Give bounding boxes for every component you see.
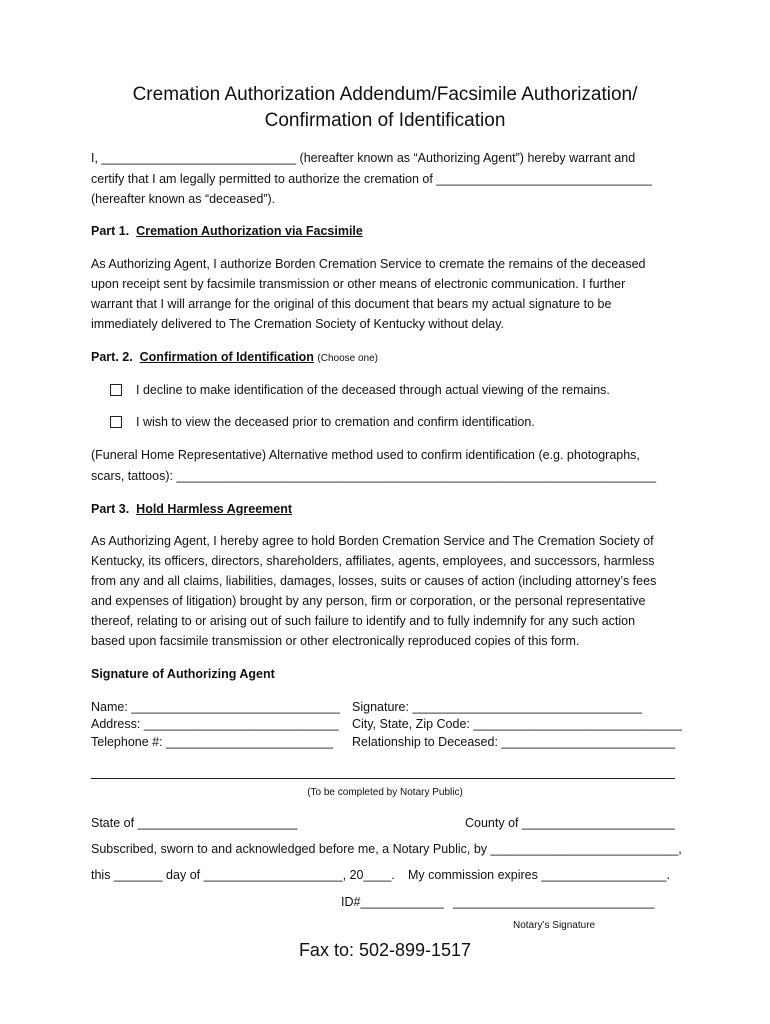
alternative-method-field[interactable]: scars, tattoos): _____________________________________________________________________ xyxy=(91,469,657,483)
city-state-zip-field[interactable]: City, State, Zip Code: ______________________________ xyxy=(352,717,682,731)
view-deceased-label: I wish to view the deceased prior to cremation and confirm identification. xyxy=(136,415,535,429)
part1-body-line: upon receipt sent by facsimile transmission or other means of electronic communication. I further xyxy=(91,277,626,291)
part3-body xyxy=(91,531,679,651)
view-deceased-checkbox[interactable] xyxy=(110,416,122,428)
intro-line-1: I, ____________________________ (hereafter known as “Authorizing Agent”) hereby warrant and xyxy=(91,151,636,165)
decline-identification-checkbox[interactable] xyxy=(110,384,122,396)
part2-title: Confirmation of Identification xyxy=(139,350,314,364)
signature-field[interactable]: Signature: _________________________________ xyxy=(352,700,642,714)
intro-line-3: (hereafter known as “deceased”). xyxy=(91,192,276,206)
part3-body-line: As Authorizing Agent, I hereby agree to hold Borden Cremation Service and The Cremation Society of xyxy=(91,534,654,548)
part3-body-line: thereof, relating to or arising out of such failure to identify and to fully indemnify for any such action xyxy=(91,614,636,628)
name-field[interactable]: Name: ______________________________ xyxy=(91,700,340,714)
part3-prefix: Part 3. xyxy=(91,502,130,516)
document-title-line-2: Confirmation of Identification xyxy=(264,110,506,131)
decline-identification-label: I decline to make identification of the deceased through actual viewing of the remains. xyxy=(136,383,610,397)
part1-prefix: Part 1. xyxy=(91,224,130,238)
part3-body-line: from any and all claims, liabilities, damages, losses, suits or causes of action (including attorney’s fees xyxy=(91,574,657,588)
notary-signature-label: Notary’s Signature xyxy=(513,920,596,931)
part2-heading xyxy=(91,347,378,369)
section-divider xyxy=(91,778,675,779)
document-title-line-1: Cremation Authorization Addendum/Facsimile Authorization/ xyxy=(132,84,638,105)
county-field[interactable]: County of ______________________ xyxy=(465,816,675,830)
part2-prefix: Part. 2. xyxy=(91,350,133,364)
fax-number: Fax to: 502-899-1517 xyxy=(298,940,472,960)
commission-expires-field[interactable]: My commission expires __________________. xyxy=(408,868,670,882)
part3-heading xyxy=(91,499,292,519)
id-field[interactable]: ID#____________ xyxy=(341,895,444,909)
part3-body-line: Kentucky, its officers, directors, shareholders, affiliates, agents, employees, and successors, harmless xyxy=(91,554,655,568)
part1-body-line: As Authorizing Agent, I authorize Borden Cremation Service to cremate the remains of the deceased xyxy=(91,257,646,271)
telephone-field[interactable]: Telephone #: ________________________ xyxy=(91,735,333,749)
part1-body-line: warrant that I will arrange for the original of this document that bears my actual signature to be xyxy=(91,297,612,311)
part1-heading xyxy=(91,221,363,241)
part1-title: Cremation Authorization via Facsimile xyxy=(136,224,363,238)
part3-title: Hold Harmless Agreement xyxy=(136,502,293,516)
day-year-field[interactable]: this _______ day of ____________________, 20____. xyxy=(91,868,395,882)
part1-body-line: immediately delivered to The Cremation Society of Kentucky without delay. xyxy=(91,317,504,331)
state-field[interactable]: State of _______________________ xyxy=(91,816,298,830)
part1-body xyxy=(91,254,679,334)
part3-body-line: and expenses of litigation) brought by any person, firm or corporation, or the personal representative xyxy=(91,594,646,608)
address-field[interactable]: Address: ____________________________ xyxy=(91,717,339,731)
part2-note: (Choose one) xyxy=(317,353,379,364)
relationship-field[interactable]: Relationship to Deceased: _________________________ xyxy=(352,735,676,749)
subscribed-line[interactable]: Subscribed, sworn to and acknowledged before me, a Notary Public, by ___________________________, xyxy=(91,842,682,856)
signature-heading: Signature of Authorizing Agent xyxy=(91,667,275,681)
alternative-method-line-1: (Funeral Home Representative) Alternative method used to confirm identification (e.g. photographs, xyxy=(91,448,640,462)
notary-caption: (To be completed by Notary Public) xyxy=(307,787,463,798)
part3-body-line: based upon facsimile transmission or other electronically reproduced copies of this form. xyxy=(91,634,580,648)
intro-line-2: certify that I am legally permitted to authorize the cremation of _______________________________ xyxy=(91,172,652,186)
notary-signature-line[interactable]: _____________________________ xyxy=(453,895,655,909)
